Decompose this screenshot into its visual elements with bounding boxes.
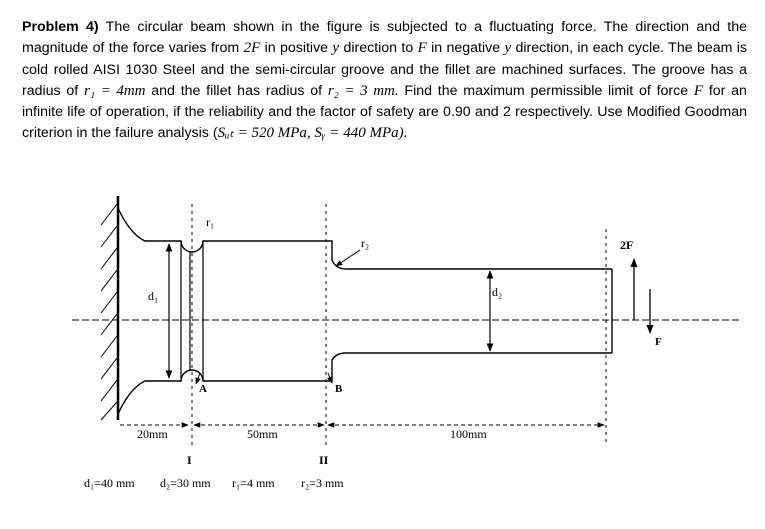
given-r2: r₂=3 mm [301,476,344,490]
math-y-1: y [332,40,340,57]
r2-leader [336,250,360,266]
problem-text-7: Find the maximum permissible limit of force [404,82,689,99]
section-label-II: II [319,453,329,467]
given-d2: d₂=30 mm [160,476,211,490]
label-b: B [335,383,343,395]
label-d2: d₂ [492,285,503,299]
problem-heading: Problem 4) [22,19,99,35]
math-f-1: F [417,40,427,57]
math-sut-sy: Sᵤₜ = 520 MPa, Sᵧ = [217,125,340,142]
label-a: A [199,383,207,395]
label-r2: r₂ [361,236,370,250]
problem-text-1: The circular beam shown in the figure is subjected to a fluctuating force. The direction and the magnitude of the force varies from [22,19,747,57]
problem-text-2: in positive [264,40,329,57]
math-r2: r₂ = 3 mm. [327,82,399,99]
math-f-2: F [693,82,704,99]
math-y-2: y [504,40,512,57]
problem-text-8: for an infinite life of operation, if the reliability and the factor of safety are 0.90 and 2 respectively. Use Modified Goodman criterion in the failure analysis ( [22,82,747,142]
label-2f: 2F [620,238,634,252]
math-2f: 2F [243,40,261,57]
given-d1: d₁=40 mm [84,476,135,490]
fixed-wall [101,196,118,420]
dim-20mm: 20mm [137,427,168,441]
given-r1: r₁=4 mm [232,476,275,490]
problem-text-4: in negative [431,40,501,57]
label-r1: r₁ [206,215,215,229]
problem-statement [22,17,747,145]
beam-figure [0,195,765,529]
math-sy-value: 440 MPa). [343,125,408,142]
dim-100mm: 100mm [450,427,487,441]
problem-text-3: direction to [343,40,414,57]
problem-text-5: direction, in each cycle. The beam is cold rolled AISI 1030 Steel and the semi-circular groove and the fillet are machined surfaces. The groove has a radius of [22,40,748,99]
section-label-I: I [187,453,192,467]
problem-text-6: and the fillet has radius of [151,82,323,99]
label-f: F [655,336,662,348]
math-r1: r₁ = 4mm [84,82,146,99]
dim-50mm: 50mm [247,427,278,441]
label-d1: d₁ [148,289,159,303]
